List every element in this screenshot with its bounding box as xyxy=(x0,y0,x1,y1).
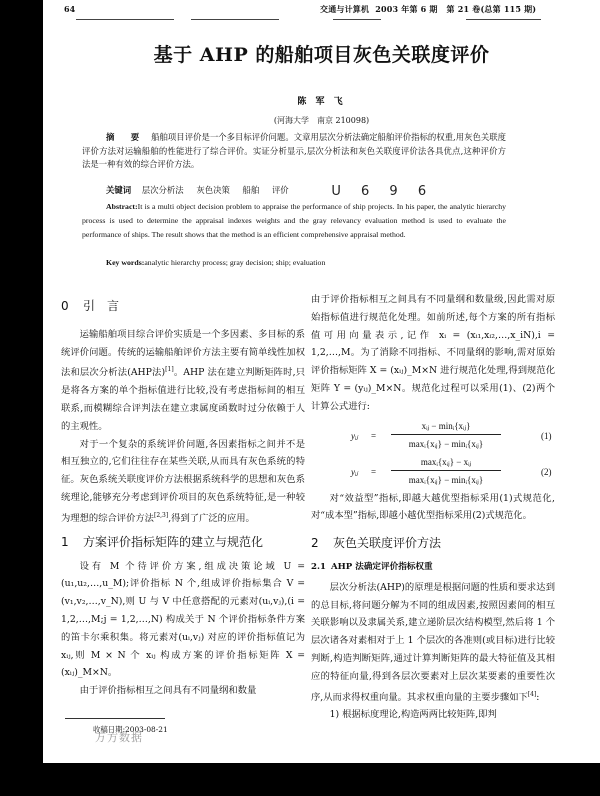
abstract-chinese xyxy=(82,131,506,172)
subsection-title: AHP 法确定评价指标权重 xyxy=(331,561,433,572)
paragraph-continued: 由于评价指标相互之间具有不同量纲和数量 xyxy=(79,685,257,697)
paragraph: 对“效益型”指标,即越大越优型指标采用(1)式规范化,对“成本型”指标,即越小越优型指标采用(2)式规范化。 xyxy=(311,492,555,522)
journal-issue: 2003 年第 6 期 xyxy=(375,4,438,14)
citation: [1] xyxy=(165,366,174,374)
abstract-text: 船舶项目评价是一个多目标评价问题。文章用层次分析法确定船舶评价指标的权重,用灰色关联度评价方法对运输船舶的性能进行了综合评价。实证分析显示,层次分析法和灰色关联度评价法各具优点,这种评价方法是一种有效的综合评价方法。 xyxy=(82,132,506,169)
page-number: 64 xyxy=(64,4,76,14)
header-rule-journal xyxy=(333,19,381,20)
journal-volume: 第 21 卷(总第 115 期) xyxy=(446,4,537,14)
keyword: 层次分析法 xyxy=(141,185,184,195)
footnote-rule xyxy=(65,718,165,719)
abstract-label: 摘 要 xyxy=(106,132,144,142)
abstract-english xyxy=(82,200,506,241)
section-number: 1 xyxy=(61,534,69,549)
paragraph: 对于一个复杂的系统评价问题,各因素指标之间并不是相互独立的,它们往往存在某些关联,从而具有灰色系统的特征。灰色系统关联度评价方法根据系统科学的思想和灰色系统理论,能够充分考虑到评价项目的灰色系统特征,是一种较为理想的综合评价方法[2,3],得到了广泛的应用。 xyxy=(61,438,305,524)
section-number: 0 xyxy=(61,299,69,313)
header-rule-mid xyxy=(191,19,279,20)
equation-number: (1) xyxy=(541,430,552,441)
section-heading-2 xyxy=(311,535,555,553)
section-heading-0 xyxy=(61,298,305,316)
abstract-en-text: It is a multi object decision problem to appraise the performance of ship projects. In his paper, the analytic hierarchy process is used to determine the appraisal indexes weights and the gray relevancy evaluation method is used to evaluate the performance of ships. The result shows that the method is an efficient comprehensive appraisal method. xyxy=(82,202,506,239)
abstract-en-label: Abstract: xyxy=(106,202,138,211)
keyword: 船舶 xyxy=(242,185,260,195)
received-date: 收稿日期:2003-08-21 xyxy=(93,725,168,734)
normalization-formulas xyxy=(311,418,555,490)
keywords-en-label: Key words: xyxy=(106,258,145,267)
subsection-heading-2-1 xyxy=(311,559,555,577)
keyword: 灰色决策 xyxy=(196,185,230,195)
section-title: 方案评价指标矩阵的建立与规范化 xyxy=(83,534,264,549)
paper-title: 基于 AHP 的船舶项目灰色关联度评价 xyxy=(153,44,490,66)
citation: [2,3] xyxy=(153,511,169,519)
handwritten-classification-note: U 6 9 6 xyxy=(331,184,435,199)
subsection-number: 2.1 xyxy=(311,561,326,572)
running-header xyxy=(320,4,536,15)
keywords-chinese xyxy=(82,182,506,197)
section-number: 2 xyxy=(311,536,319,551)
header-rule-right xyxy=(466,19,541,20)
journal-name: 交通与计算机 xyxy=(320,4,370,14)
section-title: 引 言 xyxy=(83,299,120,313)
header-rule-left xyxy=(76,19,174,20)
keyword: 评价 xyxy=(271,185,289,195)
paragraph: 由于评价指标相互之间具有不同量纲和数量级,因此需对原始指标值进行规范化处理。如前所述,每个方案的所有指标值可用向量表示,记作 xᵢ = (xᵢ₁,xᵢ₂,…,x_iN),i = 1,2,…,M。为了消除不同指标、不同量纲的影响,需对原始评价指标矩阵 X = (xᵢⱼ)_M×N 进行规范化处理,得到规范化矩阵 Y = (yᵢⱼ)_M×N。规范化过程可以采用(1)、(2)两个计算公式进行: xyxy=(311,294,555,412)
formula-1: yᵢⱼ = xᵢⱼ − minᵢ{xᵢⱼ} maxᵢ{xᵢⱼ} − minᵢ{xᵢⱼ} (1) xyxy=(351,420,552,449)
paragraph: 运输船舶项目综合评价实质是一个多因素、多目标的系统评价问题。传统的运输船舶评价方法主要有简单线性加权法和层次分析法(AHP法)[1]。AHP 法在建立判断矩阵时,只是将各方案的单个指标值进行比较,没有考虑指标间的相互联系,而模糊综合评判法在建立隶属度函数时过分依赖于人的主观性。 xyxy=(61,328,305,432)
watermark: 万方数据 xyxy=(95,731,143,744)
keywords-english xyxy=(82,258,506,267)
author-name: 陈 军 飞 xyxy=(297,97,346,107)
equation-number: (2) xyxy=(541,466,552,477)
keywords-en-text: analytic hierarchy process; gray decision; ship; evaluation xyxy=(144,258,326,267)
paragraph: 1) 根据标度理论,构造两两比较矩阵,即判 xyxy=(329,709,497,721)
author-affiliation: (河海大学 南京 210098) xyxy=(273,116,370,125)
keywords-label: 关键词 xyxy=(106,185,132,195)
section-heading-1 xyxy=(61,534,305,552)
citation: [4] xyxy=(527,690,537,698)
section-title: 灰色关联度评价方法 xyxy=(333,536,442,551)
paragraph: 层次分析法(AHP)的原理是根据问题的性质和要求达到的总目标,将问题分解为不同的组成因素,按照因素间的相互关联影响以及隶属关系,建立递阶层次结构模型,然后将 1 个层次诸各对素相对于上 1 个层次的各准则(或目标)进行比较判断,构造判断矩阵,通过计算判断矩阵的最大特征值及其相应的特征向量,得到各层次要素对上层次某要素的重要性次序,从而求得权重向量。其求权重向量的主要步骤如下[4]: xyxy=(311,581,555,703)
formula-2: yᵢⱼ = maxᵢ{xᵢⱼ} − xᵢⱼ maxᵢ{xᵢⱼ} − minᵢ{xᵢⱼ} (2) xyxy=(351,456,552,485)
paragraph: 设有 M 个待评价方案,组成决策论域 U = (u₁,u₂,…,u_M);评价指标 N 个,组成评价指标集合 V = (v₁,v₂,…,v_N),则 U 与 V 中任意搭配的元素对(uᵢ,vⱼ),(i = 1,2,…,M;j = 1,2,…,N) 构成关于 N 个评价指标条件方案的笛卡尔乘积集。将元素对(uᵢ,vⱼ) 对应的评价指标值记为 xᵢⱼ,则 M × N 个 xᵢⱼ 构成方案的评价指标矩阵 X = (xᵢⱼ)_M×N。 xyxy=(61,560,305,679)
left-column xyxy=(61,290,305,700)
right-column xyxy=(311,291,555,724)
paper-page xyxy=(43,0,600,763)
